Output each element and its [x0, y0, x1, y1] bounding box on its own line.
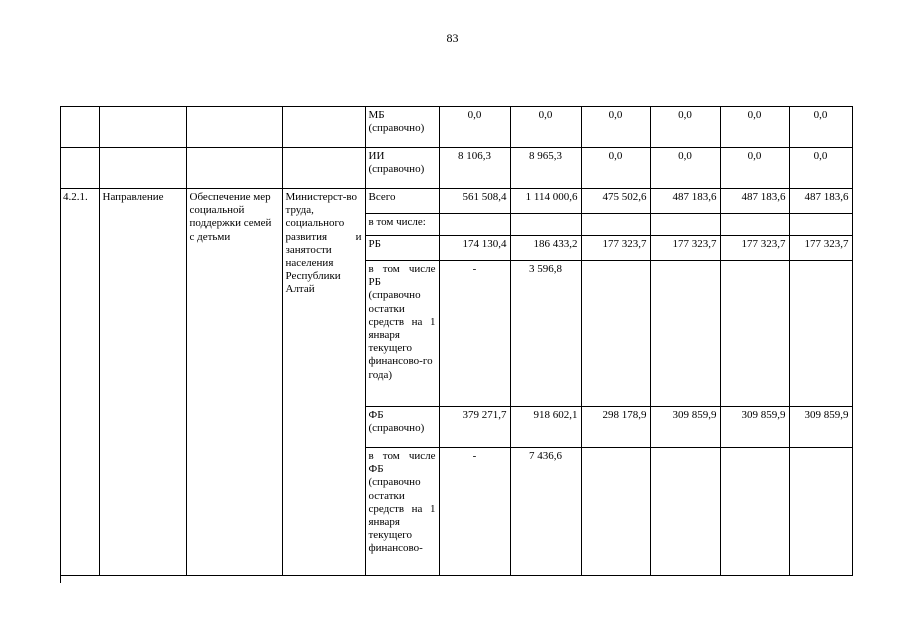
value-cell: 487 183,6	[650, 189, 720, 214]
value-cell: 8 106,3	[439, 148, 510, 189]
value-cell: 0,0	[581, 107, 650, 148]
value-cell: 918 602,1	[510, 407, 581, 448]
value-cell: 0,0	[720, 107, 789, 148]
value-cell: -	[439, 448, 510, 576]
code-cell	[60, 148, 99, 189]
source-cell: РБ	[365, 236, 439, 261]
executor-cell	[282, 148, 365, 189]
value-cell: 475 502,6	[581, 189, 650, 214]
item-code: 4.2.1.	[60, 189, 99, 576]
value-cell	[581, 448, 650, 576]
value-cell	[510, 214, 581, 236]
value-cell: 186 433,2	[510, 236, 581, 261]
value-cell: 309 859,9	[720, 407, 789, 448]
value-cell	[720, 448, 789, 576]
value-cell: 0,0	[581, 148, 650, 189]
source-cell: Всего	[365, 189, 439, 214]
source-cell: в том числе:	[365, 214, 439, 236]
value-cell: 0,0	[510, 107, 581, 148]
value-cell: -	[439, 261, 510, 407]
page-number: 83	[446, 31, 459, 45]
value-cell	[789, 261, 852, 407]
value-cell	[581, 214, 650, 236]
value-cell: 177 323,7	[720, 236, 789, 261]
value-cell: 0,0	[439, 107, 510, 148]
item-executor: Министерст-во труда, социального развития и занятости населения Республики Алтай	[282, 189, 365, 576]
item-kind: Направление	[99, 189, 186, 576]
value-cell: 8 965,3	[510, 148, 581, 189]
value-cell: 7 436,6	[510, 448, 581, 576]
value-cell: 0,0	[650, 107, 720, 148]
value-cell	[720, 261, 789, 407]
value-cell	[789, 448, 852, 576]
value-cell: 309 859,9	[789, 407, 852, 448]
source-cell: в том числе ФБ (справочно остатки средств на 1 января текущего финансово-	[365, 448, 439, 576]
value-cell: 174 130,4	[439, 236, 510, 261]
value-cell	[650, 261, 720, 407]
value-cell: 0,0	[720, 148, 789, 189]
table-row-mb	[60, 107, 852, 148]
name-cell	[186, 148, 282, 189]
source-cell: ФБ (справочно)	[365, 407, 439, 448]
value-cell: 561 508,4	[439, 189, 510, 214]
value-cell: 298 178,9	[581, 407, 650, 448]
source-cell: в том числе РБ (справочно остатки средств на 1 января текущего финансово-го года)	[365, 261, 439, 407]
value-cell: 177 323,7	[789, 236, 852, 261]
value-cell: 0,0	[789, 148, 852, 189]
value-cell: 3 596,8	[510, 261, 581, 407]
code-cell	[60, 107, 99, 148]
budget-table	[60, 106, 853, 576]
value-cell: 0,0	[650, 148, 720, 189]
name-cell	[186, 107, 282, 148]
table-row-ii	[60, 148, 852, 189]
value-cell	[439, 214, 510, 236]
value-cell: 309 859,9	[650, 407, 720, 448]
kind-cell	[99, 148, 186, 189]
value-cell: 0,0	[789, 107, 852, 148]
source-cell: МБ (справочно)	[365, 107, 439, 148]
source-cell: ИИ (справочно)	[365, 148, 439, 189]
kind-cell	[99, 107, 186, 148]
value-cell	[650, 214, 720, 236]
value-cell: 177 323,7	[650, 236, 720, 261]
table-row-total	[60, 189, 852, 214]
value-cell	[789, 214, 852, 236]
value-cell: 487 183,6	[789, 189, 852, 214]
item-name: Обеспечение мер социальной поддержки семей с детьми	[186, 189, 282, 576]
value-cell	[650, 448, 720, 576]
value-cell: 379 271,7	[439, 407, 510, 448]
executor-cell	[282, 107, 365, 148]
value-cell: 1 114 000,6	[510, 189, 581, 214]
value-cell	[581, 261, 650, 407]
value-cell	[720, 214, 789, 236]
value-cell: 177 323,7	[581, 236, 650, 261]
value-cell: 487 183,6	[720, 189, 789, 214]
